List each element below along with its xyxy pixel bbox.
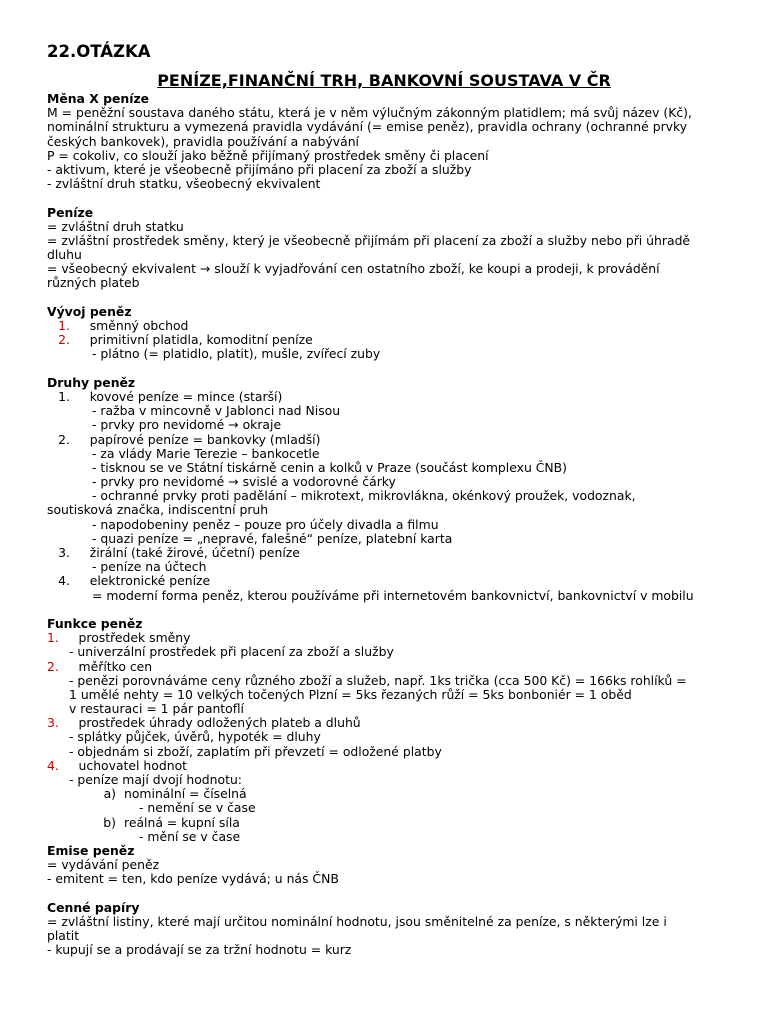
text-line: = vydávání peněz	[47, 857, 160, 873]
text-line: - aktivum, které je všeobecně přijímáno při placení za zboží a služby	[47, 161, 472, 177]
sub-item: v restauraci = 1 pár pantoflí	[69, 701, 244, 717]
list-item-text: prostředek úhrady odložených plateb a dluhů	[78, 715, 361, 731]
section-heading-cenne: Cenné papíry	[47, 899, 140, 915]
sub-item: - mění se v čase	[139, 828, 241, 844]
text-line: - kupují se a prodávají se za tržní hodnotu = kurz	[47, 942, 352, 958]
list-item	[47, 390, 737, 404]
list-letter: a)	[103, 786, 116, 802]
section-heading-penize: Peníze	[47, 204, 94, 220]
sub-item: - tisknou se ve Státní tiskárně cenin a kolků v Praze (součást komplexu ČNB)	[92, 459, 568, 475]
sub-item: - plátno (= platidlo, platit), mušle, zvířecí zuby	[92, 346, 381, 362]
text-line: platit	[47, 928, 80, 944]
list-item-text: prostředek směny	[78, 630, 191, 646]
list-number: 4.	[58, 573, 70, 589]
list-item	[47, 716, 737, 730]
sub-item: - objednám si zboží, zaplatím při převzetí = odložené platby	[69, 743, 442, 759]
sub-item: - za vlády Marie Terezie – bankocetle	[92, 445, 320, 461]
list-number: 1.	[58, 318, 70, 333]
list-item-text: elektronické peníze	[89, 573, 211, 589]
section-heading-funkce: Funkce peněz	[47, 615, 143, 631]
sub-item: 1 umělé nehty = 10 velkých točených Plzní = 5ks řezaných růží = 5ks bonboniér = 1 oběd	[69, 686, 632, 702]
text-line: různých plateb	[47, 275, 140, 291]
list-number: 2.	[47, 658, 59, 674]
list-item-text: směnný obchod	[89, 318, 189, 333]
section-heading-vyvoj: Vývoj peněz	[47, 303, 132, 319]
text-line: českých bankovek), pravidla používání a nabývání	[47, 133, 359, 149]
list-item	[47, 333, 737, 347]
list-item-text: papírové peníze = bankovky (mladší)	[89, 431, 321, 447]
letter-item-text: nominální = číselná	[124, 786, 247, 802]
document-body	[47, 92, 737, 957]
list-item	[47, 433, 737, 447]
list-item-text: žirální (také žirové, účetní) peníze	[89, 545, 300, 560]
list-number: 1.	[47, 630, 59, 646]
list-letter: b)	[103, 814, 116, 830]
list-item	[47, 574, 737, 588]
list-item-text: kovové peníze = mince (starší)	[89, 388, 283, 404]
section-heading-mena: Měna X peníze	[47, 91, 150, 106]
list-item	[47, 759, 737, 773]
document-title: PENÍZE,FINANČNÍ TRH, BANKOVNÍ SOUSTAVA V ČR	[157, 71, 611, 90]
list-item	[47, 319, 737, 333]
sub-item: - univerzální prostředek při placení za zboží a služby	[69, 644, 394, 660]
list-item	[47, 631, 737, 645]
list-item-text: uchovatel hodnot	[78, 757, 188, 773]
letter-item	[47, 787, 737, 801]
sub-item: - splátky půjček, úvěrů, hypoték = dluhy	[69, 729, 321, 745]
list-item	[47, 546, 737, 560]
sub-item: - ražba v mincovně v Jablonci nad Nisou	[92, 403, 341, 419]
letter-item	[47, 816, 737, 830]
text-line: = zvláštní prostředek směny, který je všeobecně přijímám při placení za zboží a služby nebo při úhradě	[47, 232, 691, 248]
list-number: 2.	[58, 332, 70, 348]
text-line: dluhu	[47, 247, 82, 263]
list-number: 4.	[47, 757, 59, 773]
sub-item: - prvky pro nevidomé → okraje	[92, 417, 282, 433]
sub-item: - prvky pro nevidomé → svislé a vodorovné čárky	[92, 474, 396, 490]
sub-item: - ochranné prvky proti padělání – mikrotext, mikrovlákna, okénkový proužek, vodoznak,	[92, 488, 636, 504]
sub-item: = moderní forma peněz, kterou používáme při internetovém bankovnictví, bankovnictví v mobilu	[92, 587, 694, 603]
question-number: 22.OTÁZKA	[47, 42, 151, 61]
text-line: P = cokoliv, co slouží jako běžně přijímaný prostředek směny či placení	[47, 147, 489, 163]
list-number: 2.	[58, 431, 70, 447]
text-line: - emitent = ten, kdo peníze vydává; u nás ČNB	[47, 871, 339, 887]
text-line: - zvláštní druh statku, všeobecný ekvivalent	[47, 176, 321, 192]
sub-item-wrap: soutisková značka, indiscentní pruh	[47, 502, 269, 518]
text-line: M = peněžní soustava daného státu, která je v něm výlučným zákonným platidlem; má svůj název (Kč),	[47, 105, 692, 121]
sub-item: - nemění se v čase	[139, 800, 256, 816]
list-item-text: primitivní platidla, komoditní peníze	[89, 332, 313, 348]
sub-item: - penězi porovnáváme ceny různého zboží a služeb, např. 1ks trička (cca 500 Kč) = 166ks rohlíků =	[69, 672, 687, 688]
list-number: 3.	[47, 715, 59, 731]
list-item-text: měřítko cen	[78, 658, 153, 674]
list-number: 1.	[58, 388, 70, 404]
section-heading-emise: Emise peněz	[47, 842, 135, 858]
sub-item: - quazi peníze = „nepravé, falešné“ peníze, platební karta	[92, 530, 453, 546]
text-line: nominální strukturu a vymezená pravidla vydávání (= emise peněz), pravidla ochrany (ochranné prvky	[47, 119, 688, 135]
text-line: = všeobecný ekvivalent → slouží k vyjadřování cen ostatního zboží, ke koupi a prodeji, k provádění	[47, 261, 660, 277]
sub-item: - peníze na účtech	[92, 559, 207, 575]
list-item	[47, 660, 737, 674]
text-line: = zvláštní listiny, které mají určitou nominální hodnotu, jsou směnitelné za peníze, s některými lze i	[47, 913, 667, 929]
sub-item: - peníze mají dvojí hodnotu:	[69, 772, 242, 787]
section-heading-druhy: Druhy peněz	[47, 374, 136, 390]
sub-item: - napodobeniny peněz – pouze pro účely divadla a filmu	[92, 516, 439, 532]
letter-item-text: reálná = kupní síla	[124, 814, 240, 830]
list-number: 3.	[58, 545, 70, 560]
text-line: = zvláštní druh statku	[47, 218, 184, 234]
